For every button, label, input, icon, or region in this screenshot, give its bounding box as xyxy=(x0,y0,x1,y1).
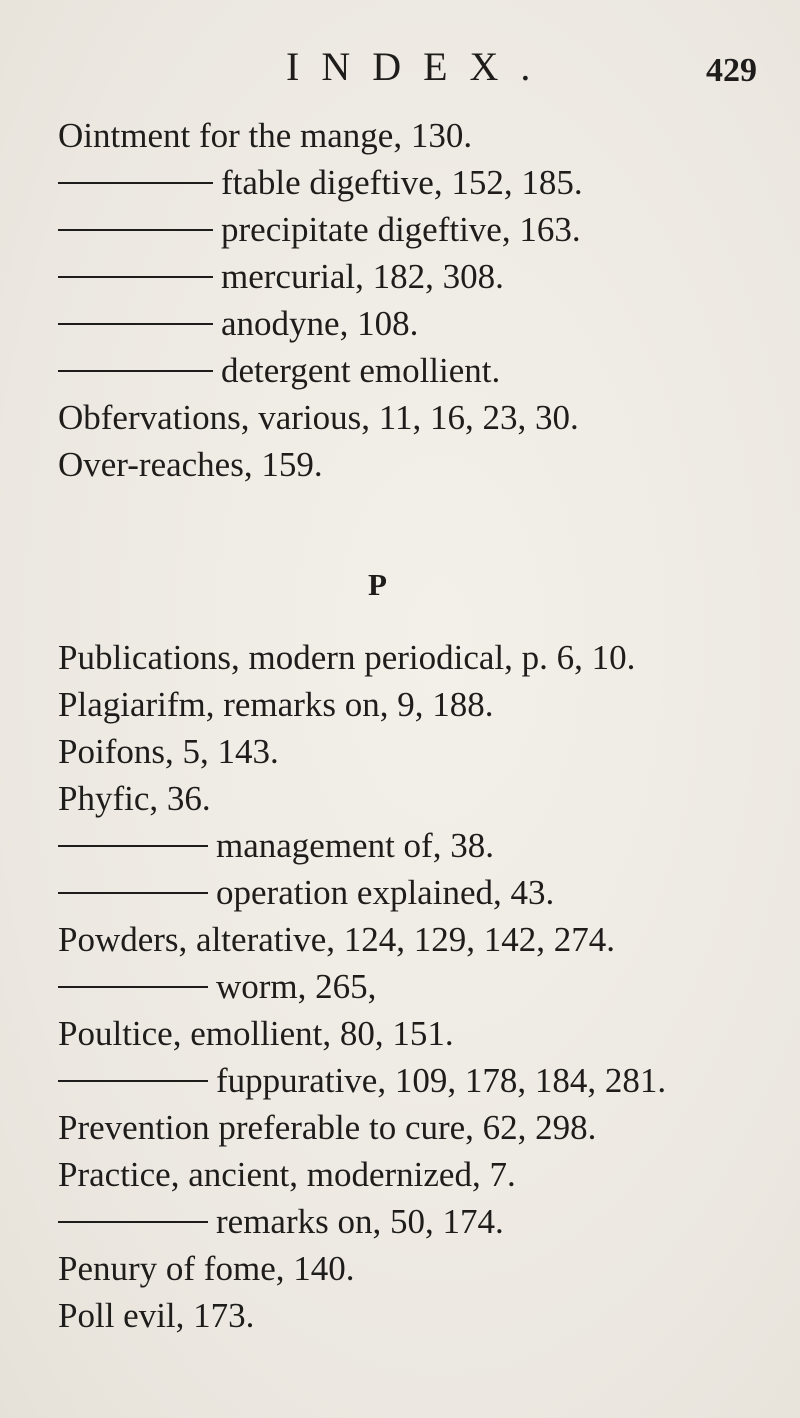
ditto-dash xyxy=(58,1221,208,1223)
index-entry xyxy=(58,114,472,158)
index-entry xyxy=(58,255,504,299)
entry-text: management of, 38. xyxy=(216,826,494,865)
index-entry xyxy=(58,161,583,205)
entry-text: mercurial, 182, 308. xyxy=(221,257,504,296)
index-entry xyxy=(58,1106,596,1150)
entry-text: Phyfic, 36. xyxy=(58,779,211,818)
index-heading: INDEX. xyxy=(286,44,553,89)
index-entry xyxy=(58,824,494,868)
entry-text: Practice, ancient, modernized, 7. xyxy=(58,1155,516,1194)
section-letter-p: P xyxy=(368,567,387,602)
entry-text: ftable digeftive, 152, 185. xyxy=(221,163,583,202)
entry-text: anodyne, 108. xyxy=(221,304,419,343)
index-entry xyxy=(58,302,418,346)
index-entry xyxy=(58,1247,354,1291)
entry-text: Penury of fome, 140. xyxy=(58,1249,355,1288)
entry-text: Poifons, 5, 143. xyxy=(58,732,279,771)
page-header xyxy=(0,42,800,92)
entry-text: Poultice, emollient, 80, 151. xyxy=(58,1014,454,1053)
ditto-dash xyxy=(58,323,213,325)
entry-text: Poll evil, 173. xyxy=(58,1296,255,1335)
entry-text: Publications, modern periodical, p. 6, 10. xyxy=(58,638,636,677)
index-entry xyxy=(58,871,554,915)
ditto-dash xyxy=(58,229,213,231)
index-entry xyxy=(58,396,579,440)
index-entry xyxy=(58,777,211,821)
ditto-dash xyxy=(58,1080,208,1082)
ditto-dash xyxy=(58,845,208,847)
index-entry xyxy=(58,683,493,727)
entry-text: Over-reaches, 159. xyxy=(58,445,323,484)
ditto-dash xyxy=(58,986,208,988)
index-entry xyxy=(58,1059,666,1103)
entry-text: precipitate digeftive, 163. xyxy=(221,210,581,249)
ditto-dash xyxy=(58,182,213,184)
entry-text: Ointment for the mange, 130. xyxy=(58,116,473,155)
index-entry xyxy=(58,349,500,393)
index-entry xyxy=(58,208,581,252)
index-entry xyxy=(58,1200,504,1244)
ditto-dash xyxy=(58,276,213,278)
ditto-dash xyxy=(58,370,213,372)
index-entry xyxy=(58,965,376,1009)
index-entry xyxy=(58,1153,516,1197)
index-entry xyxy=(58,1012,454,1056)
entry-text: remarks on, 50, 174. xyxy=(216,1202,504,1241)
entry-text: Powders, alterative, 124, 129, 142, 274. xyxy=(58,920,615,959)
index-entry xyxy=(58,730,279,774)
index-entry xyxy=(58,918,615,962)
entry-text: operation explained, 43. xyxy=(216,873,555,912)
entry-text: Obfervations, various, 11, 16, 23, 30. xyxy=(58,398,579,437)
ditto-dash xyxy=(58,892,208,894)
entry-text: detergent emollient. xyxy=(221,351,501,390)
page-number: 429 xyxy=(706,52,757,89)
entry-text: Plagiarifm, remarks on, 9, 188. xyxy=(58,685,494,724)
entry-text: Prevention preferable to cure, 62, 298. xyxy=(58,1108,597,1147)
index-entry xyxy=(58,443,323,487)
index-entry xyxy=(58,636,635,680)
entry-text: fuppurative, 109, 178, 184, 281. xyxy=(216,1061,667,1100)
entry-text: worm, 265, xyxy=(216,967,377,1006)
index-entry xyxy=(58,1294,254,1338)
